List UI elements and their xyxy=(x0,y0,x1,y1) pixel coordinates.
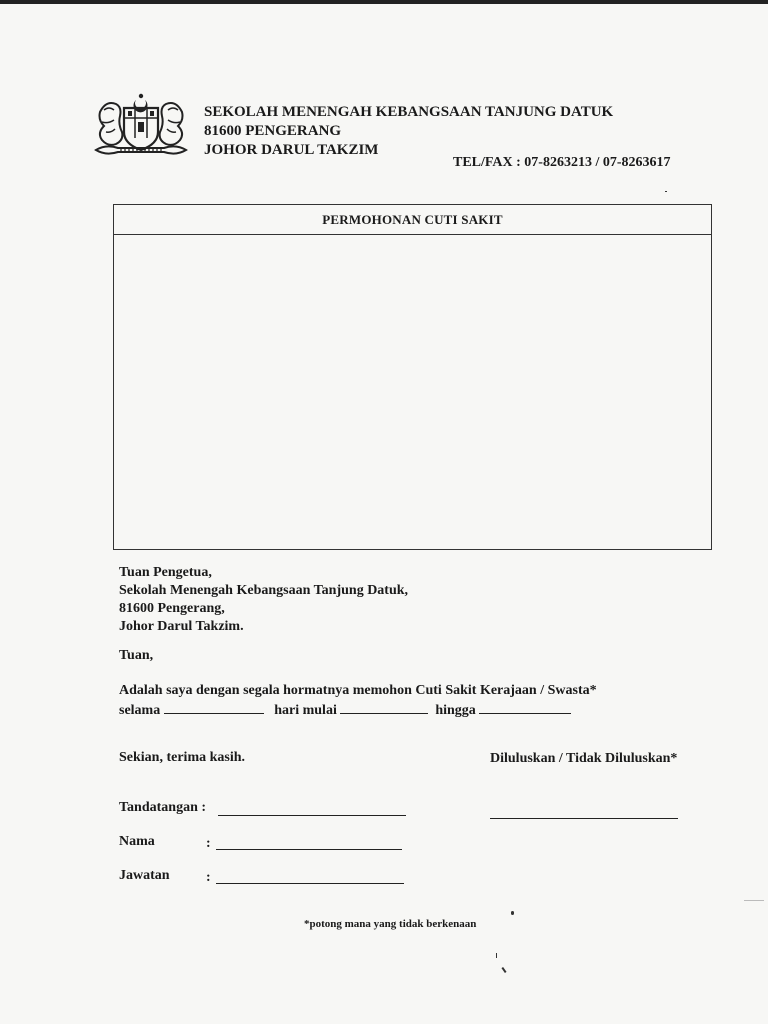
approver-signature-line[interactable] xyxy=(490,818,678,819)
recipient-address xyxy=(119,564,408,636)
address-line: Johor Darul Takzim. xyxy=(119,619,244,634)
leave-duration-line xyxy=(119,700,571,719)
scan-speck xyxy=(511,911,514,915)
scan-edge xyxy=(0,0,768,4)
start-date-blank[interactable] xyxy=(340,700,428,714)
signature-line[interactable] xyxy=(218,815,406,816)
end-date-label: hingga xyxy=(435,703,476,718)
scan-speck xyxy=(501,967,506,973)
school-state: JOHOR DARUL TAKZIM xyxy=(204,142,379,158)
scan-speck xyxy=(665,191,667,192)
end-date-blank[interactable] xyxy=(479,700,571,714)
school-letterhead xyxy=(204,103,613,160)
closing-text: Sekian, terima kasih. xyxy=(119,750,246,765)
days-count-blank[interactable] xyxy=(164,700,264,714)
salutation: Tuan, xyxy=(119,648,154,663)
form-title-row xyxy=(114,205,711,235)
signature-label: Tandatangan : xyxy=(119,800,207,815)
address-line: Sekolah Menengah Kebangsaan Tanjung Datuk, xyxy=(119,583,409,598)
telfax-number: TEL/FAX : 07-8263213 / 07-8263617 xyxy=(453,155,671,170)
approval-status-text: Diluluskan / Tidak Diluluskan* xyxy=(490,751,678,766)
selama-label: selama xyxy=(119,703,161,718)
request-body-line: Adalah saya dengan segala hormatnya memohon Cuti Sakit Kerajaan / Swasta* xyxy=(119,683,597,698)
start-date-label: hari mulai xyxy=(274,703,337,718)
form-title: PERMOHONAN CUTI SAKIT xyxy=(322,212,503,227)
school-name: SEKOLAH MENENGAH KEBANGSAAN TANJUNG DATUK xyxy=(204,104,614,120)
position-colon: : xyxy=(206,870,211,885)
scan-speck xyxy=(496,953,497,958)
address-line: Tuan Pengetua, xyxy=(119,565,212,580)
address-line: 81600 Pengerang, xyxy=(119,601,225,616)
position-line[interactable] xyxy=(216,883,404,884)
name-colon: : xyxy=(206,836,211,851)
scan-speck xyxy=(744,900,764,901)
name-label: Nama xyxy=(119,834,155,849)
name-line[interactable] xyxy=(216,849,402,850)
form-box xyxy=(113,204,712,550)
school-postcode-town: 81600 PENGERANG xyxy=(204,123,342,139)
footnote: *potong mana yang tidak berkenaan xyxy=(304,918,477,930)
position-label: Jawatan xyxy=(119,868,170,883)
malaysia-coat-of-arms-icon xyxy=(92,92,190,162)
